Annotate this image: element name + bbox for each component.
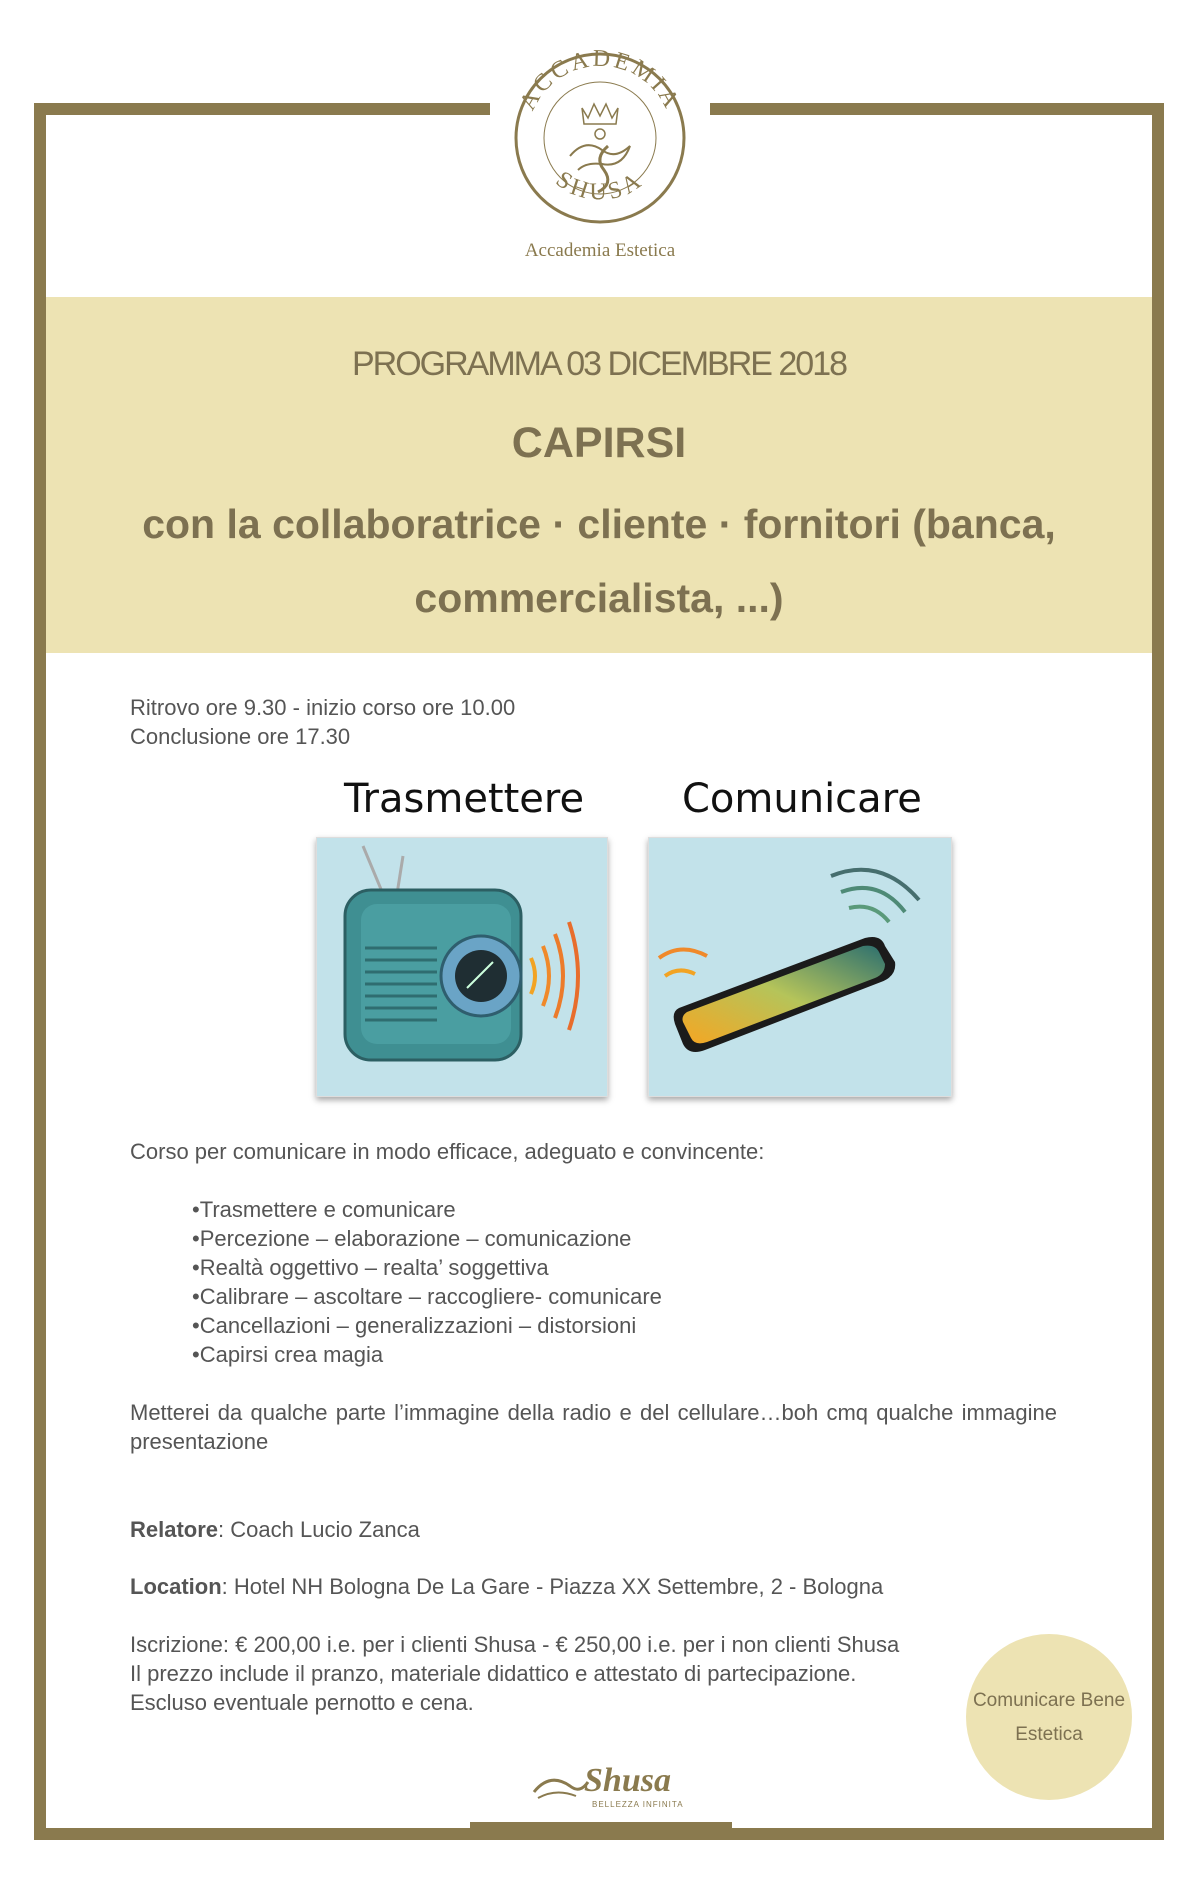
svg-text:SHUSA [551, 166, 649, 205]
page-title: CAPIRSI [511, 419, 687, 467]
schedule-line-1: Ritrovo ore 9.30 - inizio corso ore 10.00 [130, 695, 516, 720]
list-item: • Cancellazioni – generalizzazioni – distorsioni [192, 1311, 662, 1340]
badge-line-2: Estetica [1015, 1724, 1083, 1745]
list-item: • Percezione – elaborazione – comunicazione [192, 1224, 662, 1253]
radio-icon [317, 838, 607, 1096]
image-label-comunicare: Comunicare [682, 776, 922, 822]
footer-tagline: BELLEZZA INFINITA [592, 1800, 684, 1809]
relatore-value: : Coach Lucio Zanca [218, 1517, 420, 1542]
location-line [130, 1572, 883, 1601]
title-band [46, 297, 1152, 653]
location-value: : Hotel NH Bologna De La Gare - Piazza XX Settembre, 2 - Bologna [221, 1574, 884, 1599]
prezzo-line: Il prezzo include il pranzo, materiale didattico e attestato di partecipazione. [130, 1661, 857, 1686]
badge-circle [966, 1634, 1132, 1800]
accademia-logo [490, 38, 710, 268]
list-item: • Realtà oggettivo – realta’ soggettiva [192, 1253, 662, 1282]
page-subtitle: con la collaboratrice · cliente · fornitori (banca, commercialista, ...) [142, 501, 1056, 621]
logo-top-text: ACCADEMIA [514, 45, 686, 115]
svg-text:ACCADEMIA [515, 46, 685, 115]
list-item: • Trasmettere e comunicare [192, 1195, 662, 1224]
image-label-trasmettere: Trasmettere [344, 776, 585, 822]
location-label: Location [130, 1574, 222, 1599]
list-item: • Calibrare – ascoltare – raccogliere- comunicare [192, 1282, 662, 1311]
radio-image [316, 837, 608, 1097]
relatore-line [130, 1515, 420, 1544]
course-intro: Corso per comunicare in modo efficace, adeguato e convincente: [130, 1139, 765, 1164]
logo-subtitle: Accademia Estetica [524, 240, 676, 261]
schedule-line-2: Conclusione ore 17.30 [130, 724, 351, 749]
program-date: PROGRAMMA 03 DICEMBRE 2018 [351, 345, 847, 383]
badge-line-1: Comunicare Bene [972, 1690, 1126, 1711]
phone-image [648, 837, 952, 1097]
iscrizione-line: Iscrizione: € 200,00 i.e. per i clienti Shusa - € 250,00 i.e. per i non clienti Shusa [130, 1632, 900, 1657]
footer-tab [470, 1822, 732, 1840]
logo-bottom-text: SHUSA [551, 166, 649, 206]
footer-brand: Shusa [584, 1762, 671, 1799]
smartphone-icon [649, 838, 951, 1096]
escluso-line: Escluso eventuale pernotto e cena. [130, 1690, 474, 1715]
accademia-emblem-icon [490, 38, 710, 238]
course-note: Metterei da qualche parte l’immagine della radio e del cellulare…boh cmq qualche immagine presentazione [130, 1400, 1057, 1454]
topics-list [192, 1195, 662, 1369]
relatore-label: Relatore [130, 1517, 219, 1542]
list-item: • Capirsi crea magia [192, 1340, 662, 1369]
